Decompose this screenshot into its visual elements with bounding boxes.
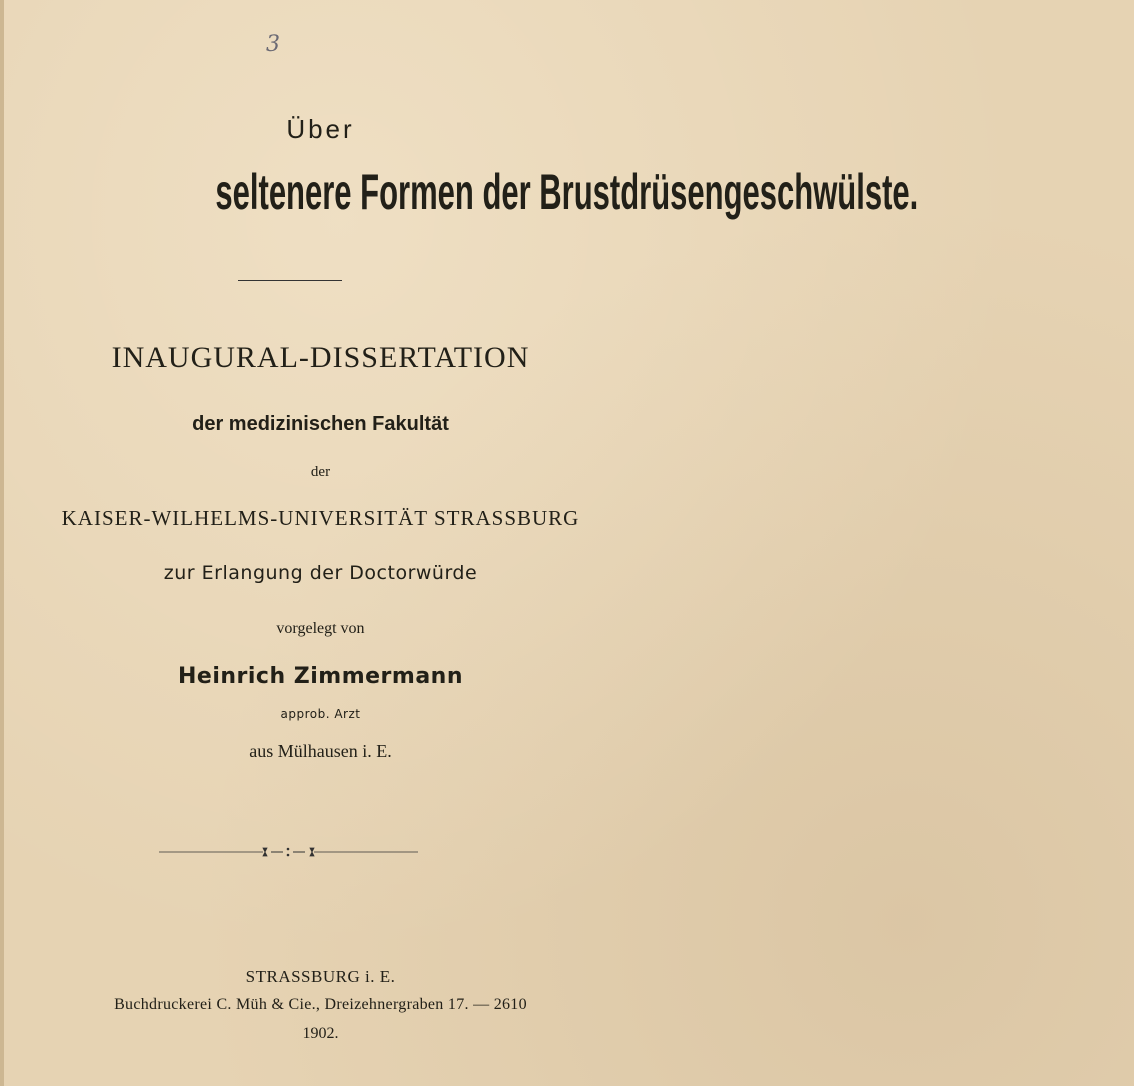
purpose-line: zur Erlangung der Doctorwürde [163, 562, 478, 584]
title-preposition: Über [286, 114, 355, 144]
printer-line: Buchdruckerei C. Müh & Cie., Dreizehnergraben 17. — 2610 [114, 996, 527, 1013]
page-number: 3 [266, 32, 280, 57]
der-line: der [310, 464, 331, 480]
ornament-rule-icon [159, 846, 418, 858]
publication-year: 1902. [302, 1025, 339, 1042]
author-origin: aus Mülhausen i. E. [249, 741, 392, 761]
dissertation-label: INAUGURAL-DISSERTATION [111, 341, 530, 374]
divider-rule [238, 280, 342, 281]
submitted-by-line: vorgelegt von [276, 620, 365, 637]
author-name: Heinrich Zimmermann [178, 664, 463, 689]
publication-city: STRASSBURG i. E. [245, 967, 396, 986]
author-title: approb. Arzt [280, 707, 361, 721]
university-line: KAISER-WILHELMS-UNIVERSITÄT STRASSBURG [61, 506, 580, 530]
faculty-line: der medizinischen Fakultät [192, 413, 449, 435]
dissertation-title [0, 162, 919, 222]
dissertation-title-text: seltenere Formen der Brustdrüsengeschwülste. [215, 164, 919, 220]
